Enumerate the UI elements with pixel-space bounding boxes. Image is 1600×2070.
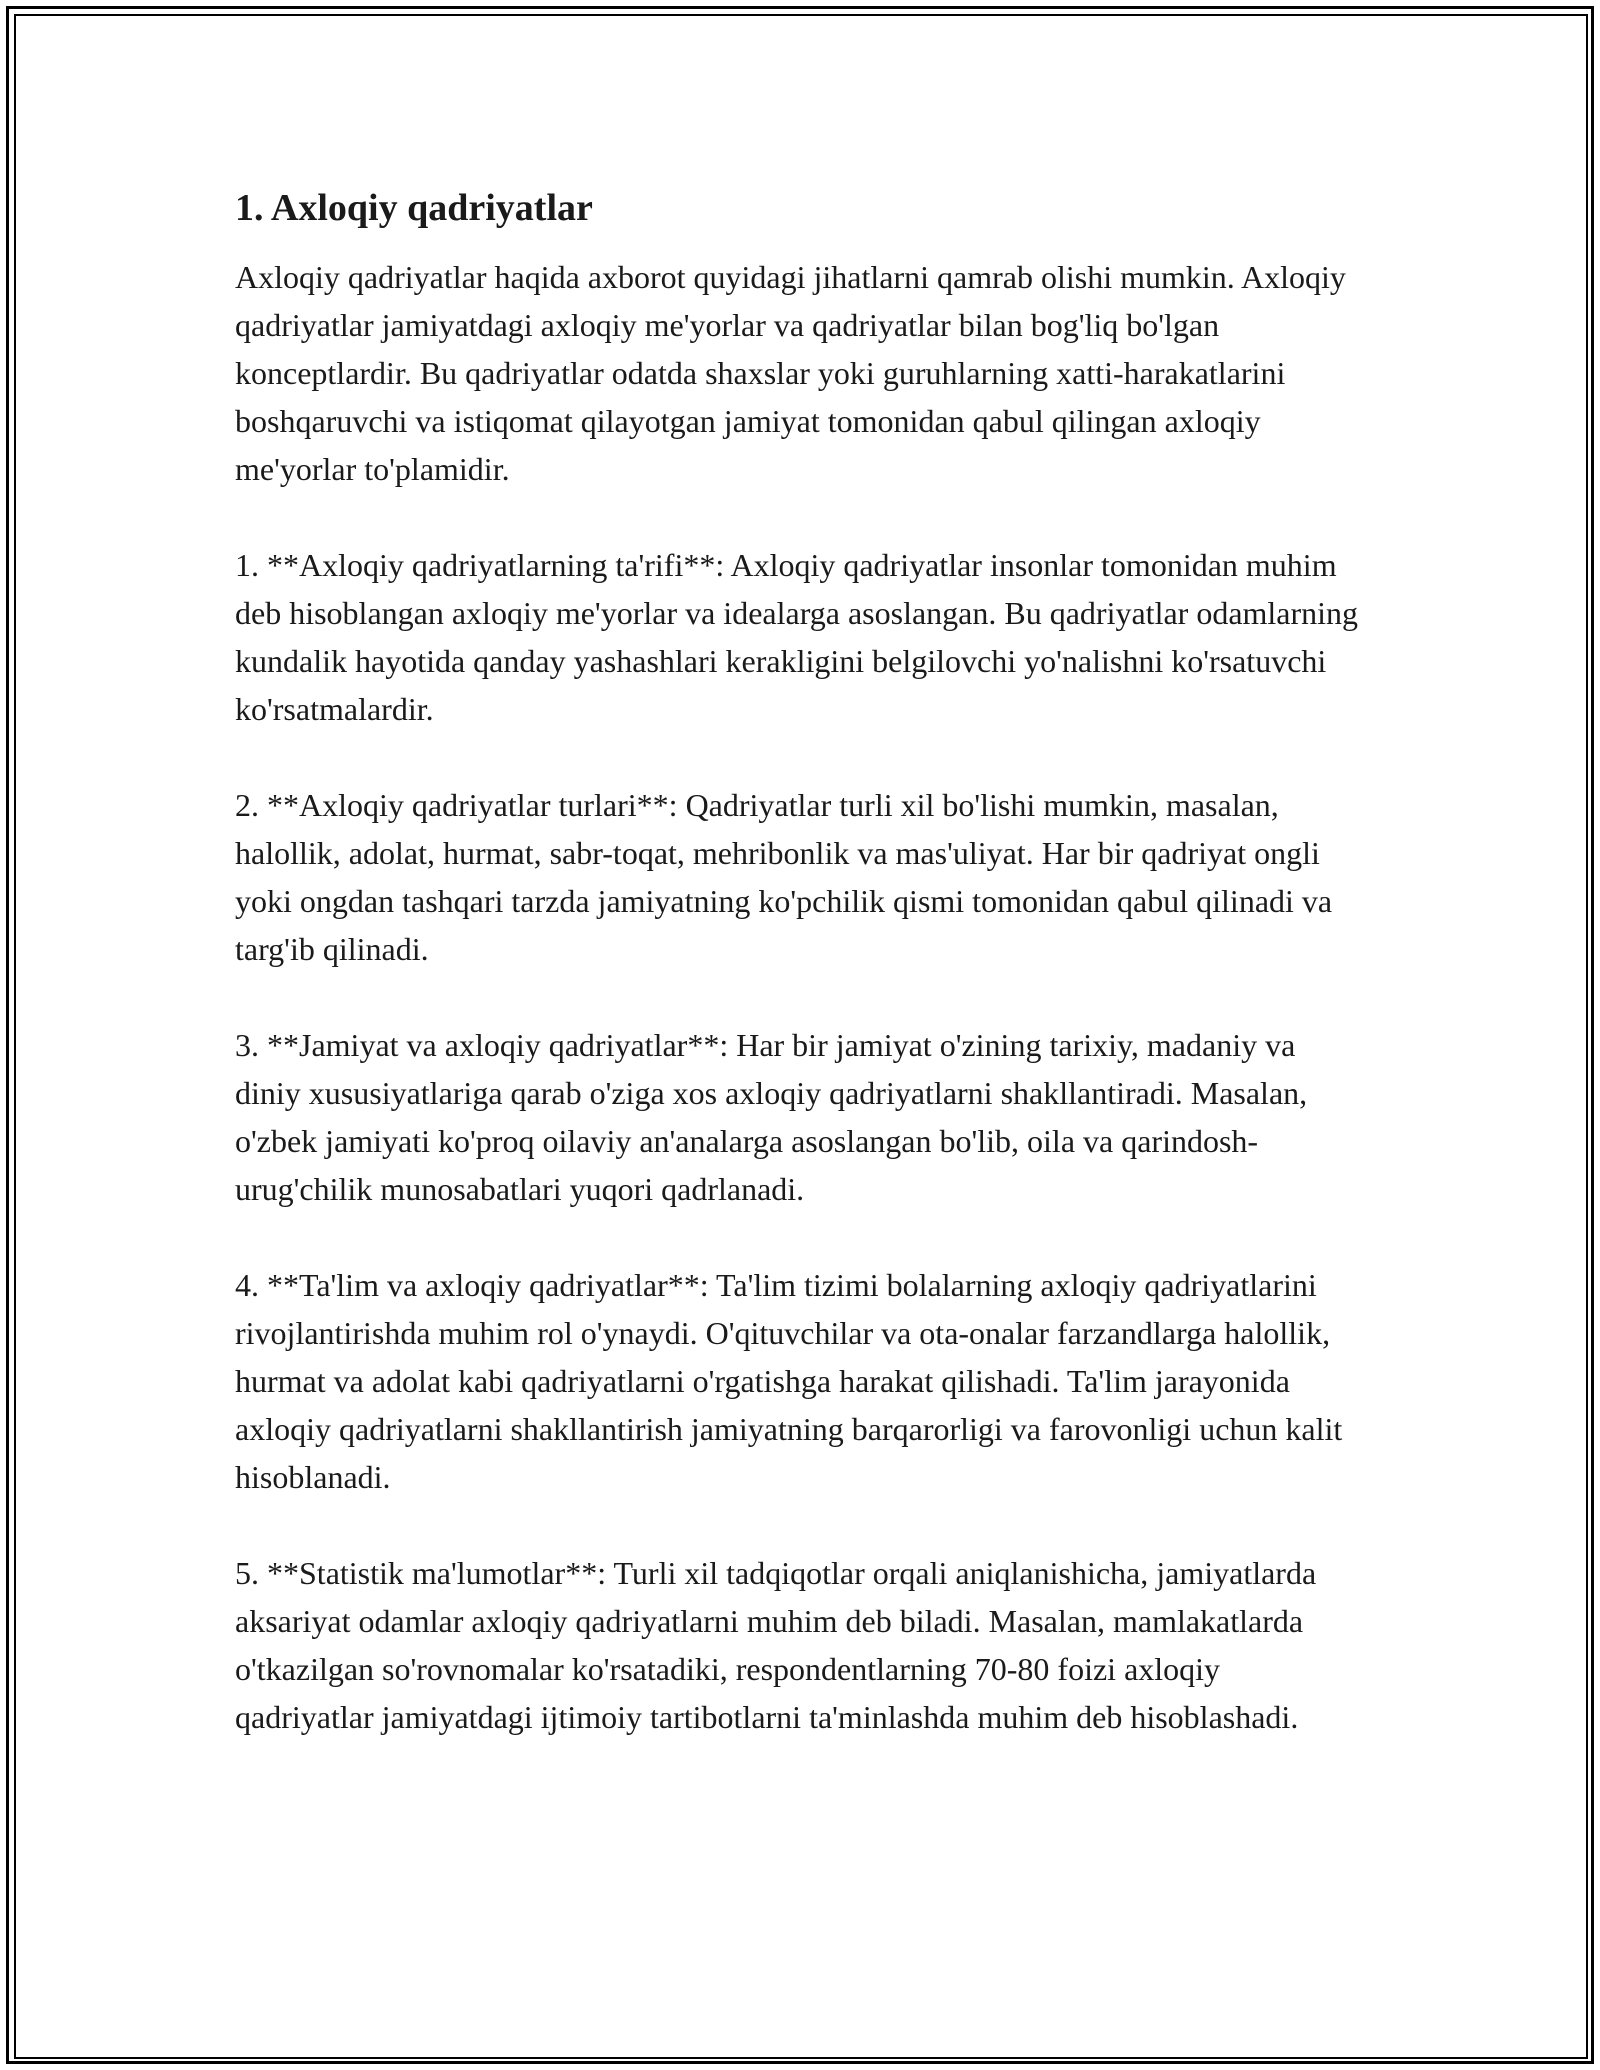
section-title: 1. Axloqiy qadriyatlar (235, 187, 593, 229)
paragraph-education: 4. **Ta'lim va axloqiy qadriyatlar**: Ta'lim tizimi bolalarning axloqiy qadriyatlarini rivojlantirishda muhim rol o'ynaydi. O'qituvchilar va ota-onalar farzandlarga halollik, hurmat va adolat kabi qadriyatlarni o'rgatishga harakat qilishadi. Ta'lim jarayonida axloqiy qadriyatlarni shakllantirish jamiyatning barqarorligi va farovonligi uchun kalit hisoblanadi. (235, 1267, 1343, 1496)
paragraph-statistics: 5. **Statistik ma'lumotlar**: Turli xil tadqiqotlar orqali aniqlanishicha, jamiyatlarda aksariyat odamlar axloqiy qadriyatlarni muhim deb biladi. Masalan, mamlakatlarda o'tkazilgan so'rovnomalar ko'rsatadiki, respondentlarning 70-80 foizi axloqiy qadriyatlar jamiyatdagi ijtimoiy tartibotlarni ta'minlashda muhim deb hisoblashadi. (235, 1555, 1317, 1736)
paragraph-definition: 1. **Axloqiy qadriyatlarning ta'rifi**: Axloqiy qadriyatlar insonlar tomonidan muhim deb hisoblangan axloqiy me'yorlar va idealarga asoslangan. Bu qadriyatlar odamlarning kundalik hayotida qanday yashashlari kerakligini belgilovchi yo'nalishni ko'rsatuvchi ko'rsatmalardir. (235, 547, 1359, 728)
paragraph-types: 2. **Axloqiy qadriyatlar turlari**: Qadriyatlar turli xil bo'lishi mumkin, masalan, halollik, adolat, hurmat, sabr-toqat, mehribonlik va mas'uliyat. Har bir qadriyat ongli yoki ongdan tashqari tarzda jamiyatning ko'pchilik qismi tomonidan qabul qilinadi va targ'ib qilinadi. (235, 787, 1333, 968)
document-body (235, 184, 1365, 1741)
paragraph-society: 3. **Jamiyat va axloqiy qadriyatlar**: Har bir jamiyat o'zining tarixiy, madaniy va diniy xususiyatlariga qarab o'ziga xos axloqiy qadriyatlarni shakllantiradi. Masalan, o'zbek jamiyati ko'proq oilaviy an'analarga asoslangan bo'lib, oila va qarindosh-urug'chilik munosabatlari yuqori qadrlanadi. (235, 1027, 1308, 1208)
intro-paragraph: Axloqiy qadriyatlar haqida axborot quyidagi jihatlarni qamrab olishi mumkin. Axloqiy qadriyatlar jamiyatdagi axloqiy me'yorlar va qadriyatlar bilan bog'liq bo'lgan konceptlardir. Bu qadriyatlar odatda shaxslar yoki guruhlarning xatti-harakatlarini boshqaruvchi va istiqomat qilayotgan jamiyat tomonidan qabul qilingan axloqiy me'yorlar to'plamidir. (235, 259, 1346, 488)
